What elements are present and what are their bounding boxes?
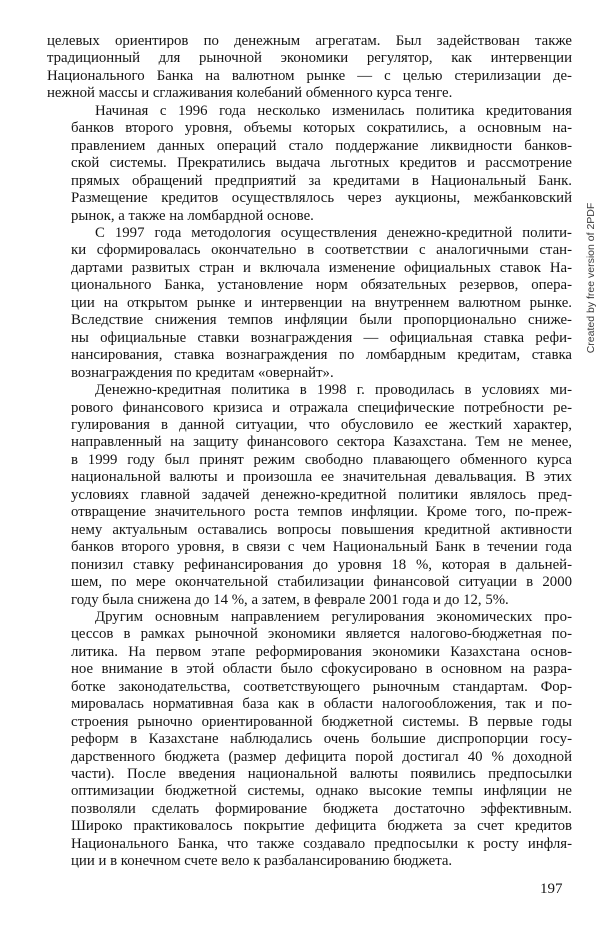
text-line: нему актуальным оставались вопросы повышения кредитной активности [71, 521, 572, 538]
text-line: в 1999 году был принят режим свободно плавающего обменного курса [71, 451, 572, 468]
text-line: Вследствие снижения темпов инфляции были пропорционально сниже- [71, 312, 572, 329]
text-line: вознаграждения по кредитам «овернайт». [71, 364, 334, 381]
text-line: году была снижена до 14 %, а затем, в феврале 2001 года и до 12, 5%. [71, 591, 509, 608]
paragraph [47, 33, 572, 103]
document-body [47, 33, 572, 871]
text-line: традиционный для рыночной экономики регулятор, как интервенции [47, 50, 572, 67]
text-line: Широко практиковалось покрытие дефицита бюджета за счет кредитов [71, 818, 572, 835]
text-line: Денежно-кредитная политика в 1998 г. проводилась в условиях ми- [95, 382, 572, 399]
paragraph [47, 609, 572, 871]
text-line: правлением данных операций стало поддержание ликвидности банков- [71, 137, 572, 154]
text-line: национальной валюты и произошла ее значительная девальвация. В этих [71, 469, 572, 486]
paragraph [47, 382, 572, 609]
text-line: дартами развитых стран и включала изменение официальных ставок На- [71, 259, 572, 276]
text-line: части). После введения национальной валюты появились предпосылки [71, 766, 572, 783]
text-line: Национального Банка, что также создавало предпосылки к росту инфля- [71, 835, 572, 852]
text-line: ционального Банка, установление норм обязательных резервов, опера- [71, 277, 572, 294]
text-line: реформ в Казахстане наблюдались очень большие диспропорции госу- [71, 731, 572, 748]
text-line: позволяли сделать формирование бюджета достаточно эффективным. [71, 800, 572, 817]
text-line: ции на открытом рынке и интервенции на внутреннем валютном рынке. [71, 294, 572, 311]
watermark-text: Created by free version of 2PDF [585, 202, 597, 353]
paragraph [47, 225, 572, 382]
text-line: рового финансового кризиса и отражала специфические потребности ре- [71, 399, 572, 416]
watermark [584, 165, 598, 390]
text-line: ской системы. Прекратились выдача льготных кредитов и рассмотрение [71, 155, 572, 172]
text-line: ции и в конечном счете вело к разбалансированию бюджета. [71, 853, 453, 870]
text-line: банков второго уровня, объемы которых сократились, а основным на- [71, 120, 572, 137]
text-line: отвращение значительного роста темпов инфляции. Кроме того, по-преж- [71, 504, 572, 521]
text-line: оптимизации бюджетной системы, однако высокие темпы инфляции не [71, 783, 572, 800]
text-line: С 1997 года методология осуществления денежно-кредитной полити- [95, 224, 572, 241]
text-line: нансирования, ставка вознаграждения по ломбардным кредитам, ставка [71, 347, 572, 364]
paragraph [47, 103, 572, 225]
page-number: 197 [540, 881, 563, 897]
text-line: ботке законодательства, соответствующего рыночным стандартам. Фор- [71, 678, 572, 695]
text-line: дарственного бюджета (размер дефицита порой достигал 40 % доходной [71, 748, 572, 765]
text-line: Начиная с 1996 года несколько изменилась политика кредитования [95, 102, 572, 119]
text-line: ны официальные ставки вознаграждения — официальная ставка рефи- [71, 329, 572, 346]
text-line: гулирования в данной ситуации, что обусловило ее жесткий характер, [71, 416, 572, 433]
text-line: понизил ставку рефинансирования до уровня 18 %, которая в дальней- [71, 556, 572, 573]
text-line: строения рыночно ориентированной бюджетной системы. В первые годы [71, 713, 572, 730]
text-line: цессов в рамках рыночной экономики является налогово-бюджетная по- [71, 626, 572, 643]
text-line: литика. На первом этапе реформирования экономики Казахстана основ- [71, 643, 572, 660]
text-line: Национального Банка на валютном рынке — с целью стерилизации де- [47, 67, 572, 84]
text-line: прямых обращений предприятий за кредитами в Национальный Банк. [71, 172, 572, 189]
text-line: шем, по мере окончательной стабилизации финансовой ситуации в 2000 [71, 574, 572, 591]
text-line: ное внимание в этой области было сфокусировано в основном на разра- [71, 661, 572, 678]
text-line: целевых ориентиров по денежным агрегатам. Был задействован также [47, 33, 572, 49]
text-line: банков второго уровня, в связи с чем Национальный Банк в течении года [71, 539, 572, 556]
text-line: рынок, а также на ломбардной основе. [71, 207, 314, 224]
text-line: нежной массы и сглаживания колебаний обменного курса тенге. [47, 85, 453, 102]
text-line: направленный на защиту финансового сектора Казахстана. Тем не менее, [71, 434, 572, 451]
text-line: мировалась нормативная база как в области налогообложения, так и по- [71, 696, 572, 713]
text-line: условиях главной задачей денежно-кредитной политики являлось пред- [71, 486, 572, 503]
text-line: Другим основным направлением регулирования экономических про- [95, 608, 572, 625]
text-line: Размещение кредитов осуществлялось через аукционы, межбанковский [71, 190, 572, 207]
text-line: ки сформировалась окончательно в соответствии с аналогичными стан- [71, 242, 572, 259]
